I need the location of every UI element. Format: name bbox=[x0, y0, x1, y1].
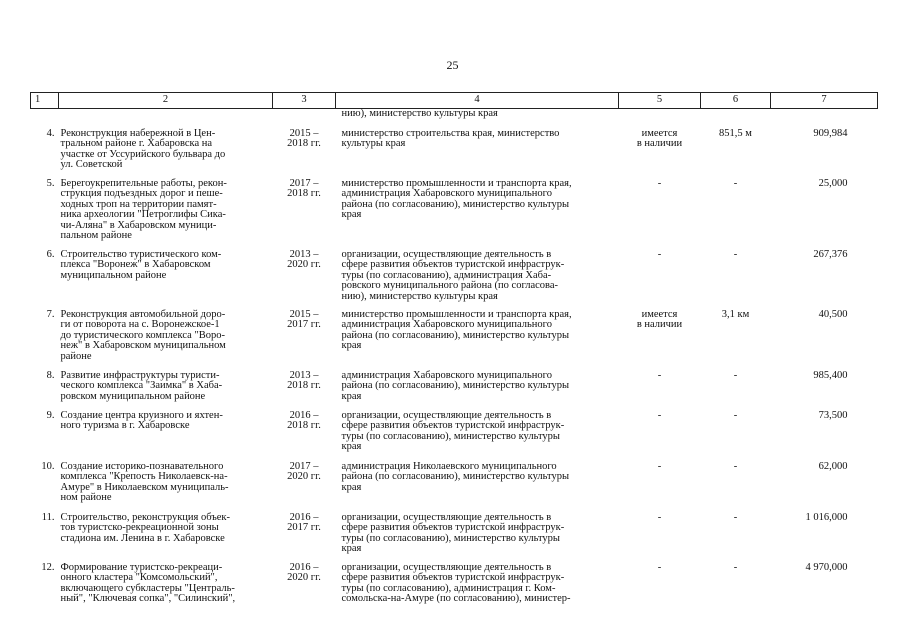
cell-capacity: - bbox=[733, 511, 738, 523]
cell-row-number: 4. bbox=[46, 127, 55, 139]
cell-amount: 1 016,000 bbox=[805, 511, 848, 523]
table-row bbox=[31, 462, 878, 513]
cell-executors: организации, осуществляющие деятельность в сфере развития объектов туристской инфраструк- туры (по согласованию), администрация г. Ком- сомольска-на-Амуре (по согласованию), министер- bbox=[341, 561, 571, 604]
cell-amount: 40,500 bbox=[818, 308, 848, 320]
cell-status: - bbox=[657, 369, 662, 381]
cell-capacity: - bbox=[733, 177, 738, 189]
cell-capacity: - bbox=[733, 409, 738, 421]
cell-status: - bbox=[657, 409, 662, 421]
cell-project-name: Реконструкция набережной в Цен- тральном районе г. Хабаровска на участке от Уссурийского бульвара до ул. Советской bbox=[60, 127, 226, 170]
cell-executors: организации, осуществляющие деятельность в сфере развития объектов туристской инфраструк- туры (по согласованию), администрация Хаба- ровского муниципального района (по согласова- нию), министерство культуры края bbox=[341, 248, 565, 302]
cell-project-name: Строительство туристического ком- плекса "Воронеж" в Хабаровском муниципальном районе bbox=[60, 248, 222, 281]
column-header-executors: 4 bbox=[336, 93, 619, 109]
column-header-capacity: 6 bbox=[701, 93, 771, 109]
cell-status: имеется в наличии bbox=[636, 308, 683, 330]
cell-period: 2017 – 2018 гг. bbox=[287, 177, 321, 199]
cell-period: 2016 – 2020 гг. bbox=[287, 561, 321, 583]
cell-project-name: Берегоукрепительные работы, рекон- струкция подъездных дорог и пеше- ходных троп на территории памят- ника археологии "Петроглифы Сика- чи-Аляна" в Хабаровском муници- пальном районе bbox=[60, 177, 227, 241]
cell-capacity: - bbox=[733, 369, 738, 381]
table-row bbox=[31, 179, 878, 250]
cell-amount: 4 970,000 bbox=[805, 561, 848, 573]
cell-period: 2013 – 2020 гг. bbox=[287, 248, 321, 270]
cell-status: - bbox=[657, 460, 662, 472]
column-header-amount: 7 bbox=[771, 93, 878, 109]
cell-project-name: Строительство, реконструкция объек- тов туристско-рекреационной зоны стадиона им. Ленина в г. Хабаровске bbox=[60, 511, 231, 544]
table-row bbox=[31, 250, 878, 310]
cell-executors: министерство промышленности и транспорта края, администрация Хабаровского муниципального района (по согласованию), министерство культуры края bbox=[341, 308, 572, 351]
cell-capacity: 851,5 м bbox=[719, 127, 752, 139]
cell-period: 2013 – 2018 гг. bbox=[287, 369, 321, 391]
cell-period: 2016 – 2018 гг. bbox=[287, 409, 321, 431]
cell-status: - bbox=[657, 561, 662, 573]
column-header-name: 2 bbox=[59, 93, 273, 109]
cell-project-name: Создание историко-познавательного комплекса "Крепость Николаевск-на- Амуре" в Николаевском муниципаль- ном районе bbox=[60, 460, 229, 503]
cell-row-number: 11. bbox=[41, 511, 55, 523]
column-header-number: 1 bbox=[31, 93, 59, 109]
cell-capacity: - bbox=[733, 460, 738, 472]
table-header bbox=[31, 93, 878, 109]
table-row bbox=[31, 513, 878, 563]
cell-executors: администрация Николаевского муниципального района (по согласованию), министерство культуры края bbox=[341, 460, 570, 493]
cell-executors: министерство промышленности и транспорта края, администрация Хабаровского муниципального района (по согласованию), министерство культуры края bbox=[341, 177, 572, 220]
cell-row-number: 12. bbox=[41, 561, 55, 573]
cell-executors: администрация Хабаровского муниципального района (по согласованию), министерство культуры края bbox=[341, 369, 570, 402]
table-row bbox=[31, 563, 878, 605]
cell-status: - bbox=[657, 248, 662, 260]
cell-status: - bbox=[657, 177, 662, 189]
cell-capacity: - bbox=[733, 561, 738, 573]
cell-executors: организации, осуществляющие деятельность в сфере развития объектов туристской инфраструк- туры (по согласованию), министерство культуры края bbox=[341, 511, 565, 554]
cell-row-number: 6. bbox=[46, 248, 55, 260]
cell-project-name: Формирование туристско-рекреаци- онного кластера "Комсомольский", включающего субкластеры "Централь- ный", "Ключевая сопка", "Силинский", bbox=[60, 561, 236, 604]
cell-capacity: - bbox=[733, 248, 738, 260]
cell-row-number: 5. bbox=[46, 177, 55, 189]
table-row bbox=[31, 129, 878, 179]
cell-amount: 267,376 bbox=[813, 248, 848, 260]
cell-period: 2015 – 2018 гг. bbox=[287, 127, 321, 149]
cell-project-name: Развитие инфраструктуры туристи- ческого комплекса "Заимка" в Хаба- ровском муниципальном районе bbox=[60, 369, 223, 402]
cell-status: - bbox=[657, 511, 662, 523]
page-number: 25 bbox=[446, 58, 459, 72]
table-body bbox=[31, 109, 878, 605]
cell-executors: министерство строительства края, министерство культуры края bbox=[341, 127, 560, 149]
cell-row-number: 9. bbox=[46, 409, 55, 421]
cell-project-name: Реконструкция автомобильной доро- ги от поворота на с. Воронежское-1 до туристического комплекса "Воро- неж" в Хабаровском муниципальном районе bbox=[60, 308, 226, 362]
cell-period: 2017 – 2020 гг. bbox=[287, 460, 321, 482]
table-row bbox=[31, 310, 878, 371]
continuation-row bbox=[31, 109, 878, 129]
table-row bbox=[31, 411, 878, 462]
cell-status: имеется в наличии bbox=[636, 127, 683, 149]
cell-executors: организации, осуществляющие деятельность в сфере развития объектов туристской инфраструк- туры (по согласованию), министерство культуры края bbox=[341, 409, 565, 452]
cell-amount: 62,000 bbox=[818, 460, 848, 472]
cell-capacity: 3,1 км bbox=[721, 308, 750, 320]
cell-row-number: 10. bbox=[41, 460, 55, 472]
cell-amount: 73,500 bbox=[818, 409, 848, 421]
cell-row-number: 8. bbox=[46, 369, 55, 381]
continuation-text: нию), министерство культуры края bbox=[341, 108, 498, 119]
cell-period: 2015 – 2017 гг. bbox=[287, 308, 321, 330]
cell-amount: 985,400 bbox=[813, 369, 848, 381]
cell-project-name: Создание центра круизного и яхтен- ного туризма в г. Хабаровске bbox=[60, 409, 223, 431]
column-header-status: 5 bbox=[619, 93, 701, 109]
cell-amount: 909,984 bbox=[813, 127, 848, 139]
cell-row-number: 7. bbox=[46, 308, 55, 320]
cell-amount: 25,000 bbox=[818, 177, 848, 189]
cell-period: 2016 – 2017 гг. bbox=[287, 511, 321, 533]
column-header-period: 3 bbox=[273, 93, 336, 109]
projects-table bbox=[30, 92, 878, 605]
table-row bbox=[31, 371, 878, 411]
